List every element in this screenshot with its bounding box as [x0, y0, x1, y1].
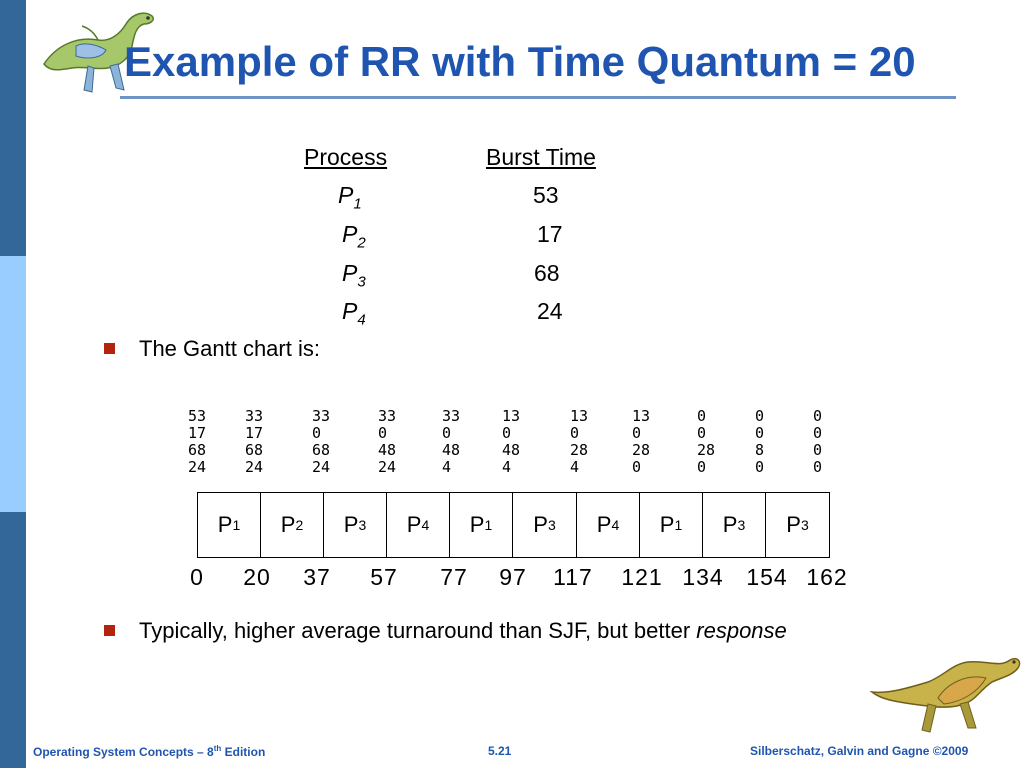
- sidebar-stripe-middle: [0, 256, 26, 512]
- process-name-p2: $P_2$: [342, 221, 366, 252]
- remaining-time-cell: 68: [245, 441, 264, 459]
- gantt-segment-subscript: 2: [295, 517, 304, 533]
- bullet-typically-emphasis: response: [696, 618, 787, 643]
- gantt-segment: [513, 493, 577, 557]
- remaining-time-cell: 53: [188, 407, 207, 425]
- slide-title: Example of RR with Time Quantum = 20: [124, 38, 916, 85]
- gantt-time-label: 134: [682, 564, 724, 590]
- remaining-time-cell: 0: [755, 458, 765, 476]
- gantt-segment-subscript: 1: [232, 517, 241, 533]
- gantt-segment-label: P: [786, 512, 801, 537]
- bullet-gantt-intro: The Gantt chart is:: [139, 336, 320, 361]
- remaining-time-cell: 0: [312, 424, 322, 442]
- remaining-time-cell: 48: [442, 441, 461, 459]
- remaining-time-cell: 28: [697, 441, 716, 459]
- remaining-time-cell: 0: [813, 407, 823, 425]
- remaining-time-cell: 0: [697, 424, 707, 442]
- gantt-time-label: 121: [621, 564, 663, 590]
- remaining-time-cell: 0: [697, 407, 707, 425]
- gantt-time-label: 0: [190, 564, 204, 590]
- remaining-time-cell: 24: [378, 458, 397, 476]
- remaining-time-cell: 4: [502, 458, 512, 476]
- gantt-time-label: 117: [553, 564, 593, 590]
- gantt-time-label: 154: [746, 564, 788, 590]
- gantt-segment-label: P: [406, 512, 422, 537]
- remaining-time-cell: 33: [245, 407, 264, 425]
- gantt-segment: [577, 493, 640, 557]
- burst-value-p2: 17: [537, 221, 563, 247]
- remaining-time-cell: 4: [442, 458, 452, 476]
- remaining-time-cell: 48: [502, 441, 521, 459]
- gantt-segment-subscript: 4: [611, 517, 620, 533]
- gantt-time-label: 20: [243, 564, 271, 590]
- gantt-segment: [450, 493, 513, 557]
- remaining-time-cell: 0: [813, 424, 823, 442]
- remaining-time-cell: 24: [188, 458, 207, 476]
- footer-page-number: 5.21: [488, 744, 512, 758]
- remaining-time-cell: 13: [632, 407, 651, 425]
- gantt-time-label: 77: [440, 564, 468, 590]
- gantt-segment-subscript: 3: [800, 517, 809, 533]
- remaining-time-cell: 0: [632, 424, 642, 442]
- burst-value-p3: 68: [534, 260, 560, 286]
- footer-left-prefix: Operating System Concepts – 8: [33, 745, 214, 759]
- remaining-time-cell: 24: [245, 458, 264, 476]
- sidebar-stripe-top: [0, 0, 26, 256]
- gantt-segment-label: P: [469, 512, 485, 537]
- gantt-segment-label: P: [659, 512, 675, 537]
- gantt-segment-subscript: 3: [358, 517, 367, 533]
- remaining-time-cell: 28: [570, 441, 589, 459]
- footer-right: Silberschatz, Galvin and Gagne ©2009: [750, 744, 969, 758]
- gantt-segment-label: P: [217, 512, 233, 537]
- remaining-time-cell: 0: [502, 424, 512, 442]
- remaining-time-cell: 0: [755, 424, 765, 442]
- process-name-p4: $P_4$: [342, 298, 366, 329]
- gantt-segment-label: P: [533, 512, 548, 537]
- gantt-segment: [198, 493, 261, 557]
- gantt-segment: [324, 493, 387, 557]
- gantt-segment: [766, 493, 830, 557]
- burst-value-p4: 24: [537, 298, 563, 324]
- gantt-time-label: 97: [499, 564, 527, 590]
- remaining-time-cell: 28: [632, 441, 651, 459]
- bullet-typically: [139, 618, 787, 644]
- gantt-segment-subscript: 1: [674, 517, 683, 533]
- remaining-time-cell: 48: [378, 441, 397, 459]
- remaining-time-cell: 0: [813, 441, 823, 459]
- remaining-time-cell: 8: [755, 441, 765, 459]
- gantt-segment: [261, 493, 324, 557]
- gantt-chart: [197, 492, 830, 558]
- remaining-time-cell: 33: [442, 407, 461, 425]
- process-name-p1: $P_1$: [338, 182, 362, 213]
- gantt-segment-subscript: 3: [737, 517, 746, 533]
- gantt-time-label: 37: [303, 564, 331, 590]
- remaining-time-cell: 0: [813, 458, 823, 476]
- gantt-segment: [387, 493, 450, 557]
- gantt-segment-subscript: 1: [484, 517, 493, 533]
- remaining-time-cell: 17: [245, 424, 264, 442]
- gantt-segment-label: P: [280, 512, 296, 537]
- burst-time-column-header: Burst Time: [486, 144, 596, 170]
- remaining-time-cell: 4: [570, 458, 580, 476]
- gantt-segment: [703, 493, 766, 557]
- footer-left: [33, 744, 265, 759]
- process-name-p3: $P_3$: [342, 260, 366, 291]
- footer-left-suffix: Edition: [221, 745, 266, 759]
- gantt-time-label: 162: [806, 564, 848, 590]
- title-underline: [120, 96, 956, 99]
- process-column-header: Process: [304, 144, 388, 170]
- remaining-time-cell: 0: [632, 458, 642, 476]
- remaining-time-cell: 24: [312, 458, 331, 476]
- gantt-segment-label: P: [722, 512, 738, 537]
- remaining-time-cell: 0: [755, 407, 765, 425]
- burst-value-p1: 53: [533, 182, 559, 208]
- remaining-time-cell: 68: [312, 441, 331, 459]
- gantt-time-label: 57: [370, 564, 398, 590]
- footer-left-sup: th: [213, 744, 222, 753]
- remaining-time-cell: 13: [570, 407, 589, 425]
- gantt-segment-label: P: [343, 512, 359, 537]
- gantt-segment-subscript: 4: [421, 517, 430, 533]
- remaining-time-cell: 0: [442, 424, 452, 442]
- dinosaur-logo-icon: [868, 652, 1024, 736]
- gantt-segment-label: P: [596, 512, 612, 537]
- remaining-time-cell: 0: [378, 424, 388, 442]
- remaining-time-cell: 13: [502, 407, 521, 425]
- gantt-segment-subscript: 3: [547, 517, 556, 533]
- sidebar-stripe-bottom: [0, 512, 26, 768]
- remaining-time-cell: 0: [570, 424, 580, 442]
- bullet-typically-text: Typically, higher average turnaround than SJF, but better: [139, 618, 697, 643]
- gantt-segment: [640, 493, 703, 557]
- remaining-time-cell: 17: [188, 424, 207, 442]
- remaining-time-cell: 68: [188, 441, 207, 459]
- remaining-time-cell: 33: [312, 407, 331, 425]
- bullet-square-icon: [104, 625, 115, 636]
- bullet-square-icon: [104, 343, 115, 354]
- remaining-time-cell: 0: [697, 458, 707, 476]
- remaining-time-cell: 33: [378, 407, 397, 425]
